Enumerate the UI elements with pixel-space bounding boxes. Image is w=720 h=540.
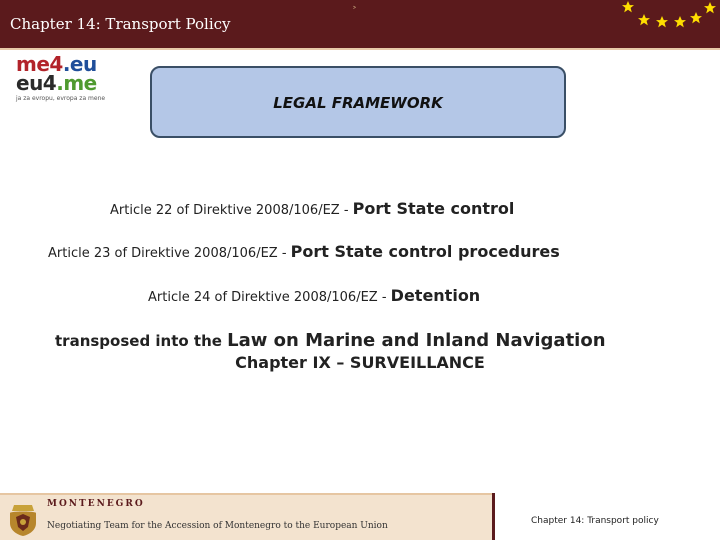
me4eu-logo: me4.eu eu4.me ja za evropu, evropa za mene [16,55,112,101]
montenegro-crest-icon [6,501,40,537]
header-arrow-icon: ˃ [352,6,357,17]
transposed-line: transposed into the Law on Marine and Inland Navigation [55,330,606,351]
footer-chapter-panel [492,493,720,540]
footer-chapter-label: Chapter 14: Transport policy [531,516,659,526]
footer-team: Negotiating Team for the Accession of Montenegro to the European Union [47,521,388,531]
article-24-line: Article 24 of Direktive 2008/106/EZ - Detention [148,286,481,305]
footer-bar [0,493,720,540]
header-title: Chapter 14: Transport Policy [10,15,231,33]
legal-framework-title: LEGAL FRAMEWORK [273,94,443,112]
footer-country: MONTENEGRO [47,499,145,509]
header-bar [0,0,720,50]
eu-stars-icon [616,0,720,34]
legal-framework-box [150,66,566,138]
article-22-line: Article 22 of Direktive 2008/106/EZ - Port State control [110,199,515,218]
logo-tagline: ja za evropu, evropa za mene [16,95,106,102]
chapter-ix-heading: Chapter IX – SURVEILLANCE [235,353,485,372]
article-23-line: Article 23 of Direktive 2008/106/EZ - Port State control procedures [48,242,560,261]
